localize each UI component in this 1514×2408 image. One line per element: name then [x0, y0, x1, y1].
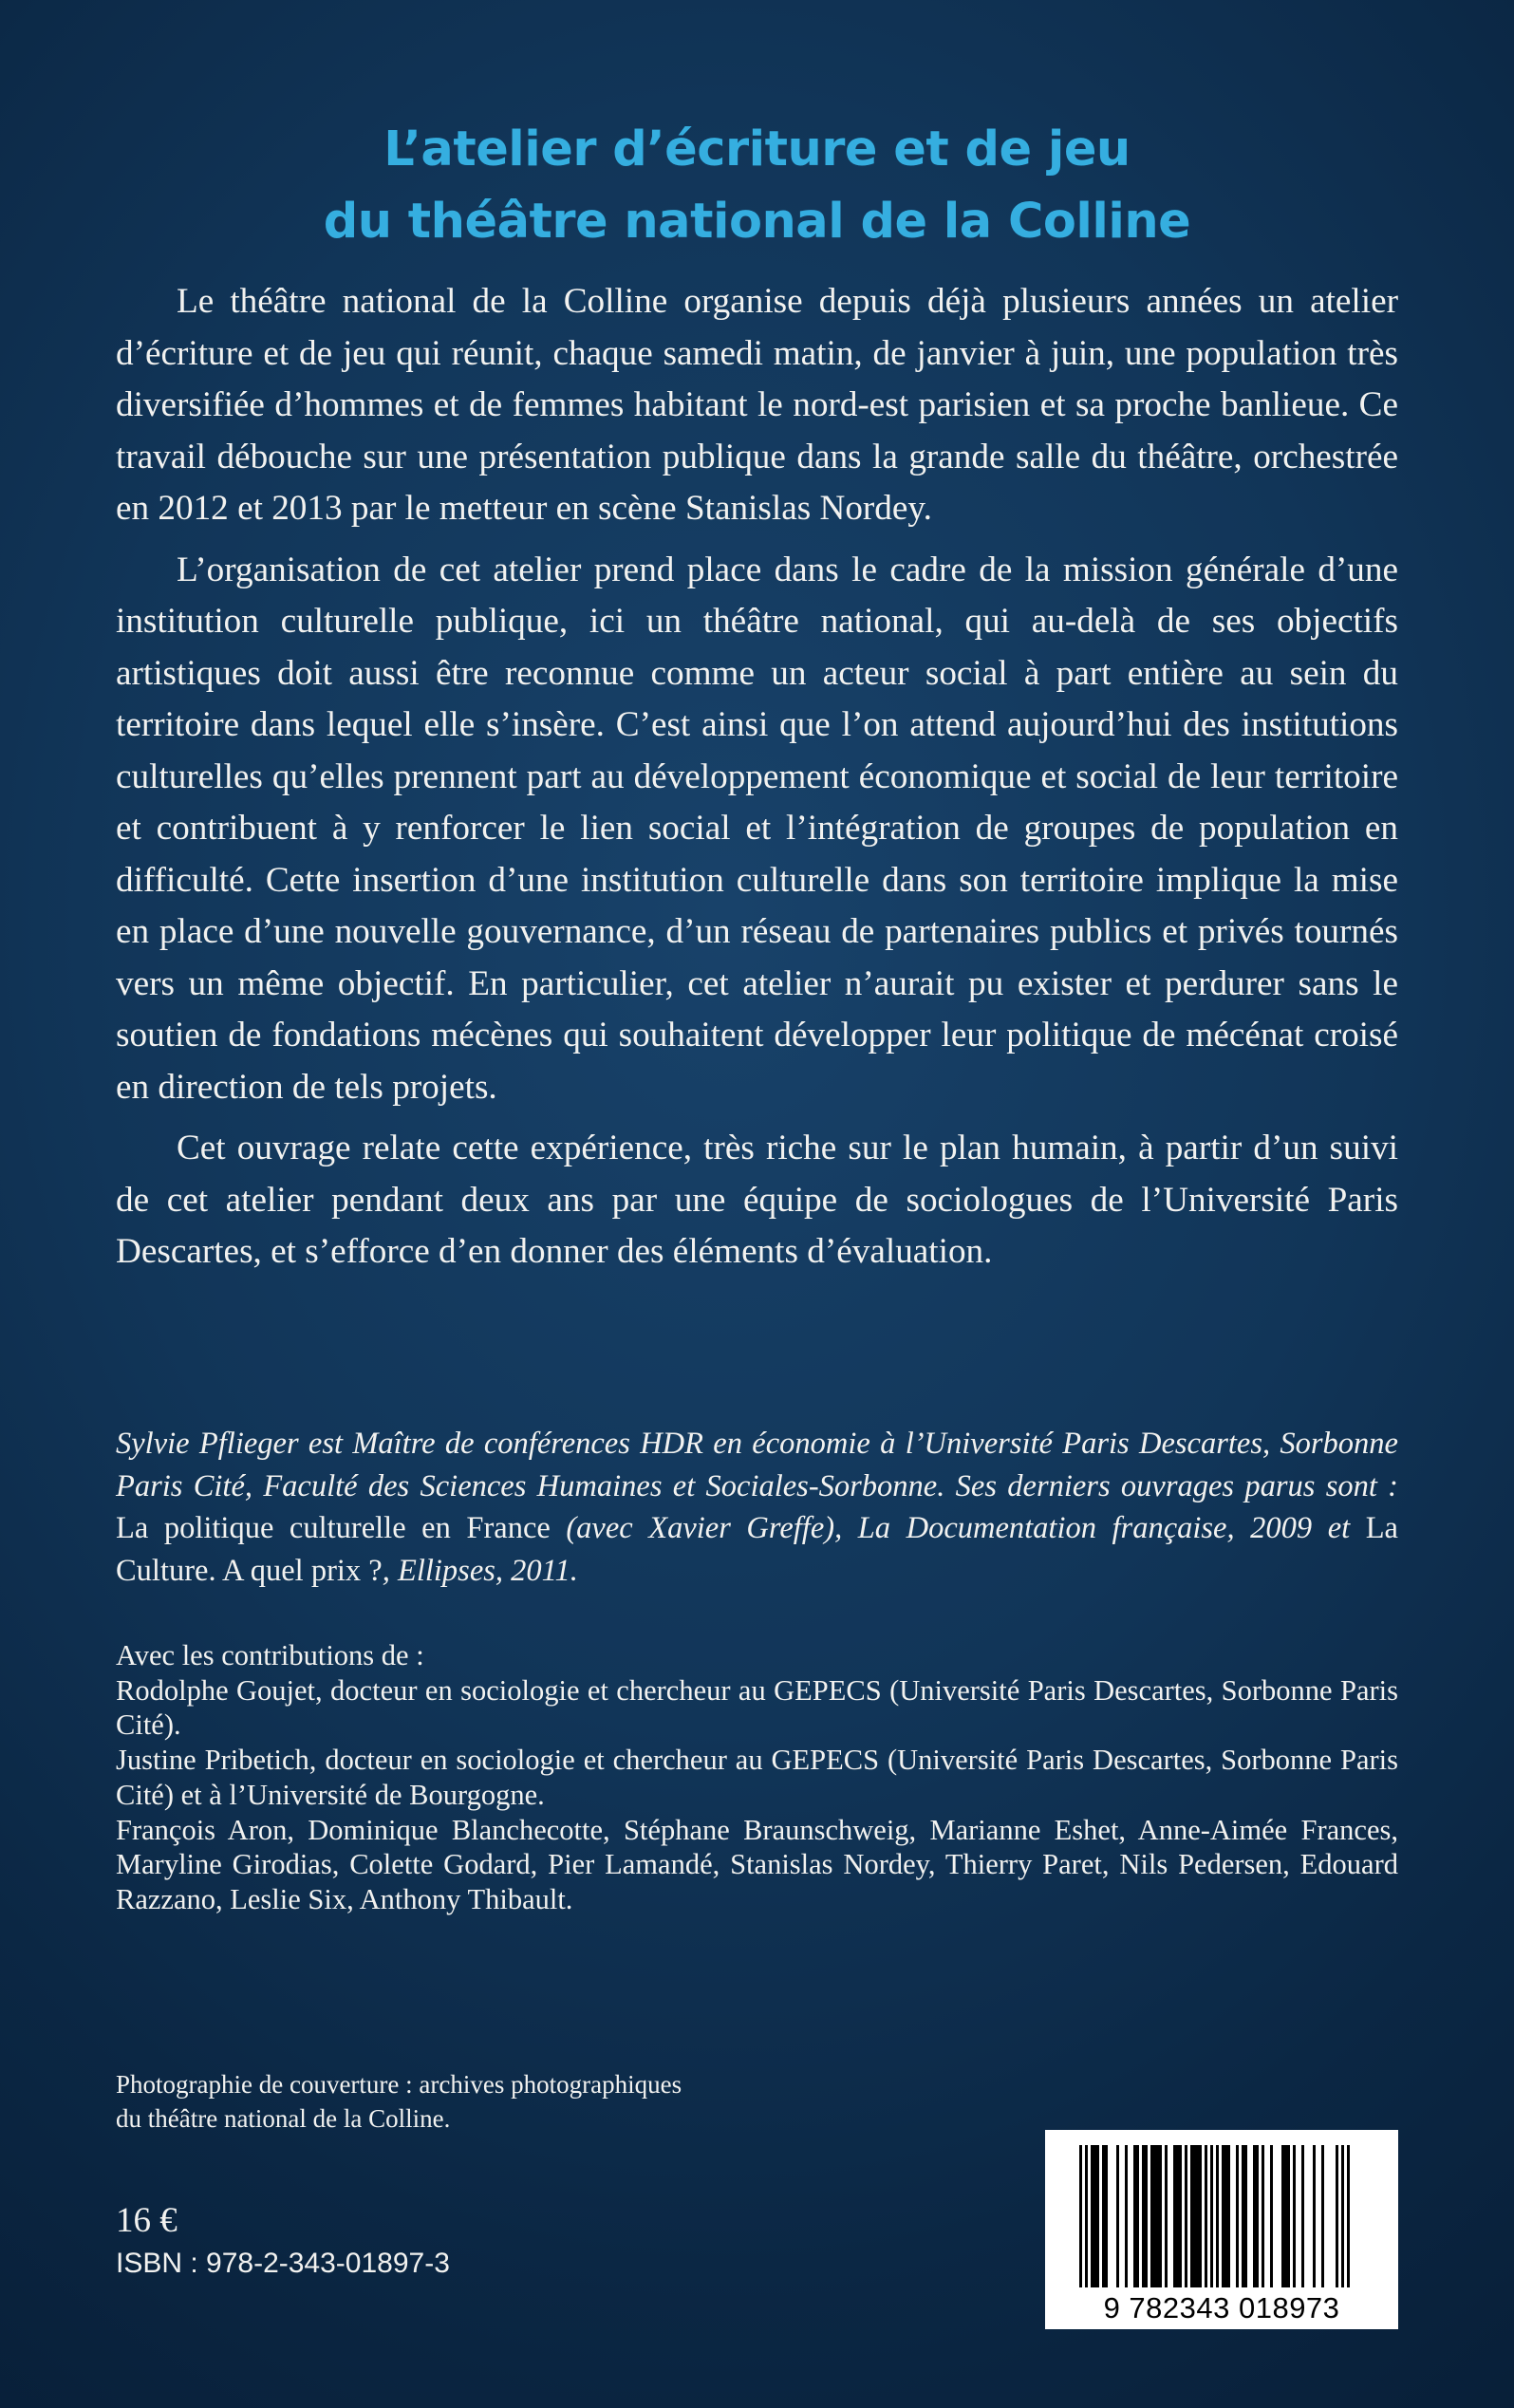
book-1-details: (avec Xavier Greffe), La Documentation française, 2009 et — [550, 1511, 1366, 1545]
barcode-bar — [1125, 2145, 1128, 2287]
barcode-bar — [1142, 2145, 1145, 2287]
barcode-bar — [1153, 2145, 1156, 2287]
barcode-bar — [1244, 2145, 1247, 2287]
book-title — [114, 114, 1400, 258]
title-line-2: du théâtre national de la Colline — [323, 194, 1191, 250]
barcode-bar — [1293, 2145, 1296, 2287]
barcode-bar — [1227, 2145, 1230, 2287]
contributions-heading: Avec les contributions de : — [116, 1639, 424, 1671]
barcode-bar — [1284, 2145, 1287, 2287]
barcode-bar — [1096, 2145, 1099, 2287]
book-title-2: La Culture. A quel prix ? — [116, 1511, 1398, 1588]
description — [116, 276, 1398, 1288]
barcode-bar — [1270, 2145, 1273, 2287]
barcode-bar — [1256, 2145, 1259, 2287]
barcode-bar — [1190, 2145, 1193, 2287]
barcode-bar — [1222, 2145, 1224, 2287]
barcode-bar — [1236, 2145, 1239, 2287]
barcode-bar — [1159, 2145, 1162, 2287]
barcode-bar — [1093, 2145, 1096, 2287]
barcode-bar — [1216, 2145, 1219, 2287]
barcode-bar — [1145, 2145, 1148, 2287]
barcode-bar — [1205, 2145, 1207, 2287]
barcode-bar — [1136, 2145, 1139, 2287]
barcode-bar — [1085, 2145, 1088, 2287]
barcode-bar — [1179, 2145, 1182, 2287]
contributor-entry: Justine Pribetich, docteur en sociologie et chercheur au GEPECS (Université Paris Descartes, Sorbonne Paris Cité) et à l’Université de Bourgogne. — [116, 1744, 1398, 1811]
barcode-bar — [1210, 2145, 1213, 2287]
barcode-bar — [1224, 2145, 1227, 2287]
barcode-bar — [1133, 2145, 1136, 2287]
description-paragraph: Cet ouvrage relate cette expérience, très riche sur le plan humain, à partir d’un suivi de cet atelier pendant deux ans par une équipe de sociologues de l’Université Paris Descartes, et s’efforce d’en donner des éléments d’évaluation. — [116, 1129, 1398, 1271]
book-title-1: La politique culturelle en France — [116, 1511, 551, 1545]
barcode-bar — [1091, 2145, 1093, 2287]
barcode-bar — [1313, 2145, 1316, 2287]
barcode-bar — [1336, 2145, 1338, 2287]
barcode-bar — [1165, 2145, 1168, 2287]
barcode-bar — [1199, 2145, 1202, 2287]
price: 16 € — [116, 2201, 178, 2240]
description-paragraph: L’organisation de cet atelier prend place dans le cadre de la mission générale d’une institution culturelle publique, ici un théâtre national, qui au-delà de ses objectifs artistiques doit aussi être reconnue comme un acteur social à part entière au sein du territoire dans lequel elle s’insère. C’est ainsi que l’on attend aujourd’hui des institutions culturelles qu’elles prennent part au développement économique et social de leur territoire et contribuent à y renforcer le lien social et l’intégration de groupes de population en difficulté. Cette insertion d’une institution culturelle dans son territoire implique la mise en place d’une nouvelle gouvernance, d’un réseau de partenaires publics et privés tournés vers un même objectif. En particulier, cet atelier n’aurait pu exister et perdurer sans le soutien de fondations mécènes qui souhaitent développer leur politique de mécénat croisé en direction de tels projets. — [116, 550, 1398, 1107]
barcode-bar — [1116, 2145, 1119, 2287]
isbn: ISBN : 978-2-343-01897-3 — [116, 2248, 450, 2279]
barcode-bar — [1321, 2145, 1324, 2287]
barcode-bar — [1150, 2145, 1153, 2287]
barcode-bar — [1347, 2145, 1350, 2287]
barcode-bar — [1262, 2145, 1264, 2287]
title-line-1: L’atelier d’écriture et de jeu — [383, 121, 1131, 177]
barcode-bar — [1242, 2145, 1244, 2287]
barcode-bar — [1253, 2145, 1256, 2287]
contributions — [116, 1638, 1398, 1917]
barcode — [1045, 2130, 1398, 2329]
barcode-bar — [1301, 2145, 1304, 2287]
author-bio — [116, 1423, 1398, 1592]
barcode-bar — [1102, 2145, 1105, 2287]
photo-credit-line-2: du théâtre national de la Colline. — [116, 2104, 451, 2133]
description-paragraph: Le théâtre national de la Colline organise depuis déjà plusieurs années un atelier d’écriture et de jeu qui réunit, chaque samedi matin, de janvier à juin, une population très diversifiée d’hommes et de femmes habitant le nord-est parisien et sa proche banlieue. Ce travail débouche sur une présentation publique dans la grande salle du théâtre, orchestrée en 2012 et 2013 par le metteur en scène Stanislas Nordey. — [116, 282, 1398, 528]
barcode-bar — [1287, 2145, 1290, 2287]
contributor-entry: François Aron, Dominique Blanchecotte, Stéphane Braunschweig, Marianne Eshet, Anne-Aimée Frances, Maryline Girodias, Colette Godard, Pier Lamandé, Stanislas Nordey, Thierry Paret, Nils Pedersen, Edouard Razzano, Leslie Six, Anthony Thibault. — [116, 1813, 1398, 1915]
barcode-bar — [1176, 2145, 1179, 2287]
photo-credit-line-1: Photographie de couverture : archives photographiques — [116, 2070, 682, 2099]
photo-credit — [116, 2067, 875, 2136]
barcode-bar — [1185, 2145, 1187, 2287]
barcode-bar — [1156, 2145, 1159, 2287]
barcode-bar — [1341, 2145, 1344, 2287]
barcode-bar — [1173, 2145, 1176, 2287]
book-2-details: , Ellipses, 2011. — [382, 1553, 578, 1588]
barcode-digits: 9 782343 018973 — [1103, 2291, 1340, 2324]
author-bio-text: Sylvie Pflieger est Maître de conférences HDR en économie à l’Université Paris Descartes, Sorbonne Paris Cité, Faculté des Sciences Humaines et Sociales-Sorbonne. Ses derniers ouvrages parus sont : — [116, 1427, 1398, 1503]
contributor-entry: Rodolphe Goujet, docteur en sociologie et chercheur au GEPECS (Université Paris Descartes, Sorbonne Paris Cité). — [116, 1673, 1398, 1742]
barcode-bar — [1105, 2145, 1108, 2287]
barcode-bar — [1193, 2145, 1196, 2287]
barcode-bar — [1079, 2145, 1082, 2287]
barcode-bar — [1196, 2145, 1199, 2287]
barcode-bar — [1281, 2145, 1284, 2287]
